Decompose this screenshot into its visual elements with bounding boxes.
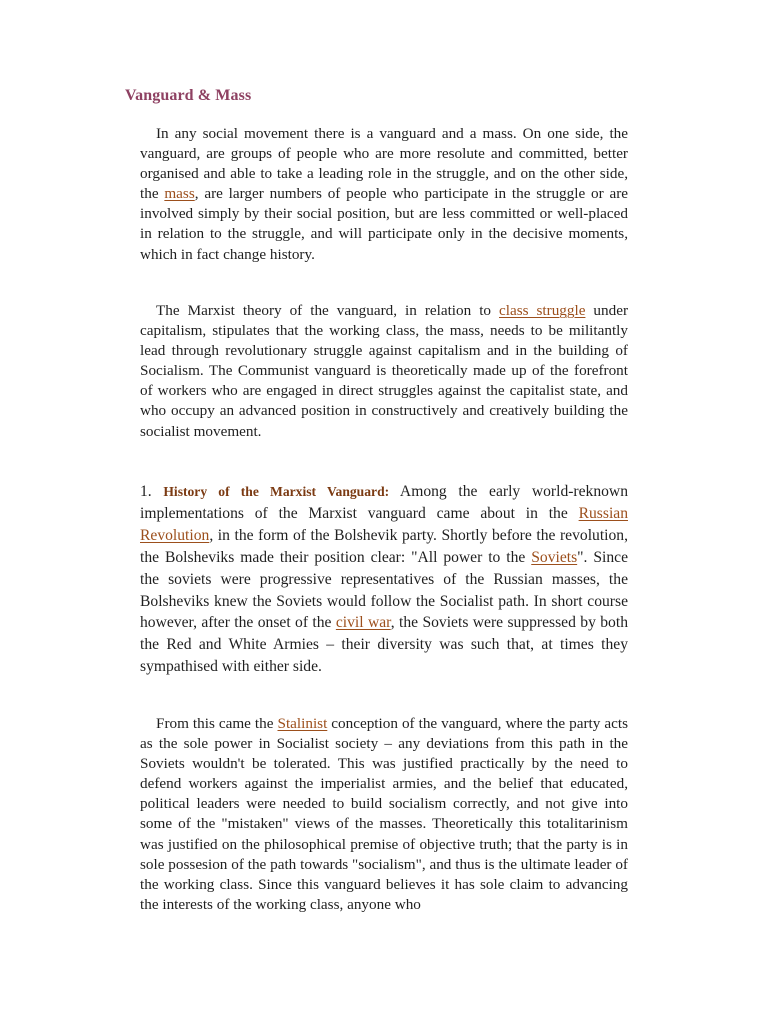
text-run: ". Since the soviets were progressive representatives of the Russian masses, the Bolsheviks knew the Soviets would follow the Socialist path. In short course however, after the onset of the [140, 548, 628, 632]
paragraph-marxist-theory [140, 301, 628, 442]
text-run: The Marxist theory of the vanguard, in relation to [156, 302, 499, 319]
paragraph-stalinist [140, 714, 628, 915]
link-mass[interactable]: mass [164, 185, 195, 203]
link-civil-war[interactable]: civil war [335, 614, 391, 632]
section-number: 1. [140, 483, 164, 500]
text-run: From this came the [156, 715, 278, 732]
link-soviets[interactable]: Soviets [531, 548, 578, 566]
link-stalinist[interactable]: Stalinist [277, 715, 328, 732]
text-run: , are larger numbers of people who participate in the struggle or are involved simply by their social position, but are less committed or well-placed in relation to the struggle, and will participate only in the decisive moments, which in fact change history. [140, 185, 628, 263]
text-run: In any social movement there is a vanguard and a mass. On one side, the vanguard, are groups of people who are more resolute and committed, better organised and able to take a leading role in the struggle, and on the other side, the [140, 125, 628, 203]
section-heading: History of the Marxist Vanguard: [163, 484, 390, 499]
link-russian-revolution[interactable]: Russian Revolution [140, 504, 628, 544]
text-run: conception of the vanguard, where the party acts as the sole power in Socialist society – any deviations from this path in the Soviets wouldn't be tolerated. This was justified practically by the need to defend workers against the imperialist armies, and the belief that educated, political leaders were needed to build socialism correctly, and not give into some of the "mistaken" views of the masses. Theoretically this totalitarinism was justified on the philosophical premise of objective truth; that the party is in sole possesion of the path towards "socialism", and thus is the ultimate leader of the working class. Since this vanguard believes it has sole claim to advancing the interests of the working class, anyone who [140, 715, 628, 913]
text-run: , the Soviets were suppressed by both the Red and White Armies – their diversity was such that, at times they sympathised with either side. [140, 614, 628, 676]
paragraph-history [140, 481, 628, 678]
paragraph-vanguard-mass [140, 124, 628, 265]
text-run: under capitalism, stipulates that the working class, the mass, needs to be militantly lead through revolutionary struggle against capitalism and in the building of Socialism. The Communist vanguard is theoretically made up of the forefront of workers who are engaged in direct struggles against the capitalist state, and who occupy an advanced position in constructively and creatively building the socialist movement. [140, 302, 628, 440]
page-title: Vanguard & Mass [125, 87, 252, 104]
text-run: , in the form of the Bolshevik party. Shortly before the revolution, the Bolsheviks made their position clear: "All power to the [140, 526, 628, 566]
text-run: Among the early world-reknown implementations of the Marxist vanguard came about in the [140, 483, 628, 522]
link-class-struggle[interactable]: class struggle [499, 302, 586, 319]
